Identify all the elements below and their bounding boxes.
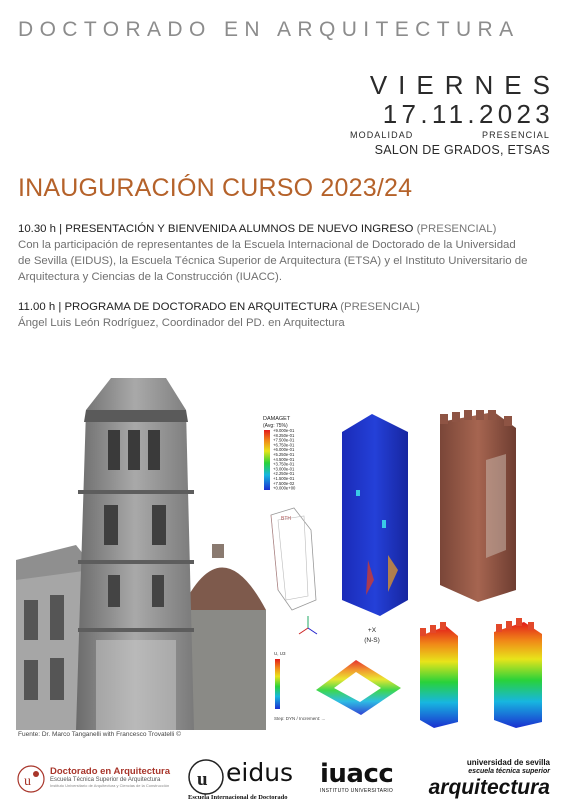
doctorado-logo-sub1: Escuela Técnica Superior de Arquitectura [50, 777, 161, 783]
image-credit: Fuente: Dr. Marco Tanganelli with Francesco Trovatelli © [18, 731, 181, 738]
modal-tower-models [420, 618, 542, 728]
us-line-1: universidad de sevilla [466, 758, 550, 767]
axis-triad [299, 616, 317, 634]
brick-tower-model [440, 410, 516, 602]
svg-text:u: u [197, 769, 208, 790]
eidus-subtitle: Escuela Internacional de Doctorado [188, 794, 288, 801]
doctorado-logo [16, 764, 46, 799]
legend-value: +3.750e-01 [273, 461, 295, 467]
session-2-title: 11.00 h | PROGRAMA DE DOCTORADO EN ARQUITECTURA [18, 301, 338, 313]
doctorado-logo-sub2: Instituto Universitario de Arquitectura y Ciencias de la Construcción [50, 783, 170, 788]
legend-value: +9.000e-01 [273, 428, 295, 433]
eidus-seal-icon [186, 758, 226, 796]
event-title: INAUGURACIÓN CURSO 2023/24 [18, 174, 413, 202]
legend-value: +6.000e-01 [273, 447, 295, 453]
event-venue: SALON DE GRADOS, ETSAS [374, 143, 550, 157]
session-1-mode: (PRESENCIAL) [416, 223, 497, 235]
svg-text:u: u [24, 774, 31, 789]
event-day: VIERNES [369, 70, 561, 100]
iuacc-subtitle: INSTITUTO UNIVERSITARIO [320, 788, 394, 794]
displacement-panel [274, 651, 401, 721]
us-line-3: arquitectura [428, 776, 550, 799]
session-2-desc-line-1: Ángel Luis León Rodríguez, Coordinador del PD. en Arquitectura [18, 317, 345, 329]
axis-ns-label: (N-S) [364, 637, 380, 644]
small-footer: Step: DYN / Increment: ... [274, 716, 326, 721]
session-2 [18, 299, 551, 331]
us-line-2: escuela técnica superior [468, 768, 550, 775]
legend-title: DAMAGET [263, 416, 291, 422]
program-schedule [18, 221, 551, 331]
program-title: DOCTORADO EN ARQUITECTURA [18, 18, 520, 41]
damage-model-blue [342, 414, 408, 644]
session-1 [18, 221, 551, 285]
event-date: 17.11.2023 [382, 99, 554, 129]
doctorado-logo-title: Doctorado en Arquitectura [50, 766, 170, 777]
us-arquitectura-logo [410, 758, 550, 800]
legend-value: +0.000e+00 [273, 485, 296, 491]
legend-subtitle: (Avg: 75%) [263, 423, 288, 429]
logo-bar [16, 758, 550, 804]
small-legend-title: U, U3 [274, 651, 286, 656]
modality-label: MODALIDAD [350, 130, 414, 140]
eidus-wordmark: eidus [226, 758, 294, 787]
legend-value: +4.500e-01 [273, 456, 295, 462]
legend-value: +7.500e-01 [273, 437, 295, 443]
doctorado-emblem-icon [16, 764, 46, 794]
campanile-tower [76, 378, 194, 730]
legend-value: +6.750e-01 [273, 442, 295, 448]
legend-value: +2.250e-01 [273, 471, 295, 477]
tower-illustration [16, 370, 552, 732]
legend-values [273, 428, 296, 491]
session-1-desc-line-3: Arquitectura y Ciencias de la Construcción (IUACC). [18, 271, 282, 283]
legend-value: +1.500e-01 [273, 476, 295, 481]
iuacc-logo [320, 760, 393, 794]
modality-value: PRESENCIAL [481, 130, 550, 140]
axis-x-label: +X [367, 627, 377, 634]
session-1-desc-line-2: de Sevilla (EIDUS), la Escuela Técnica Superior de Arquitectura (ETSA) y el Instituto Universitario de [18, 255, 528, 267]
legend-value: +5.250e-01 [273, 452, 295, 457]
legend-value: +7.500e-02 [273, 480, 295, 486]
session-1-title: 10.30 h | PRESENTACIÓN Y BIENVENIDA ALUMNOS DE NUEVO INGRESO [18, 223, 414, 235]
legend-value: +8.250e-01 [273, 432, 295, 438]
svg-text:BTH: BTH [281, 516, 291, 522]
event-info [350, 70, 561, 157]
session-2-mode: (PRESENCIAL) [340, 301, 420, 313]
cathedral-dome [181, 544, 266, 730]
wireframe-model [271, 508, 316, 610]
session-1-desc-line-1: Con la participación de representantes de la Escuela Internacional de Doctorado de la Universidad [18, 239, 516, 251]
legend-value: +3.000e-01 [273, 466, 295, 472]
damage-legend [263, 416, 296, 491]
iuacc-wordmark: iuacc [320, 759, 394, 789]
modality-row [350, 130, 550, 140]
